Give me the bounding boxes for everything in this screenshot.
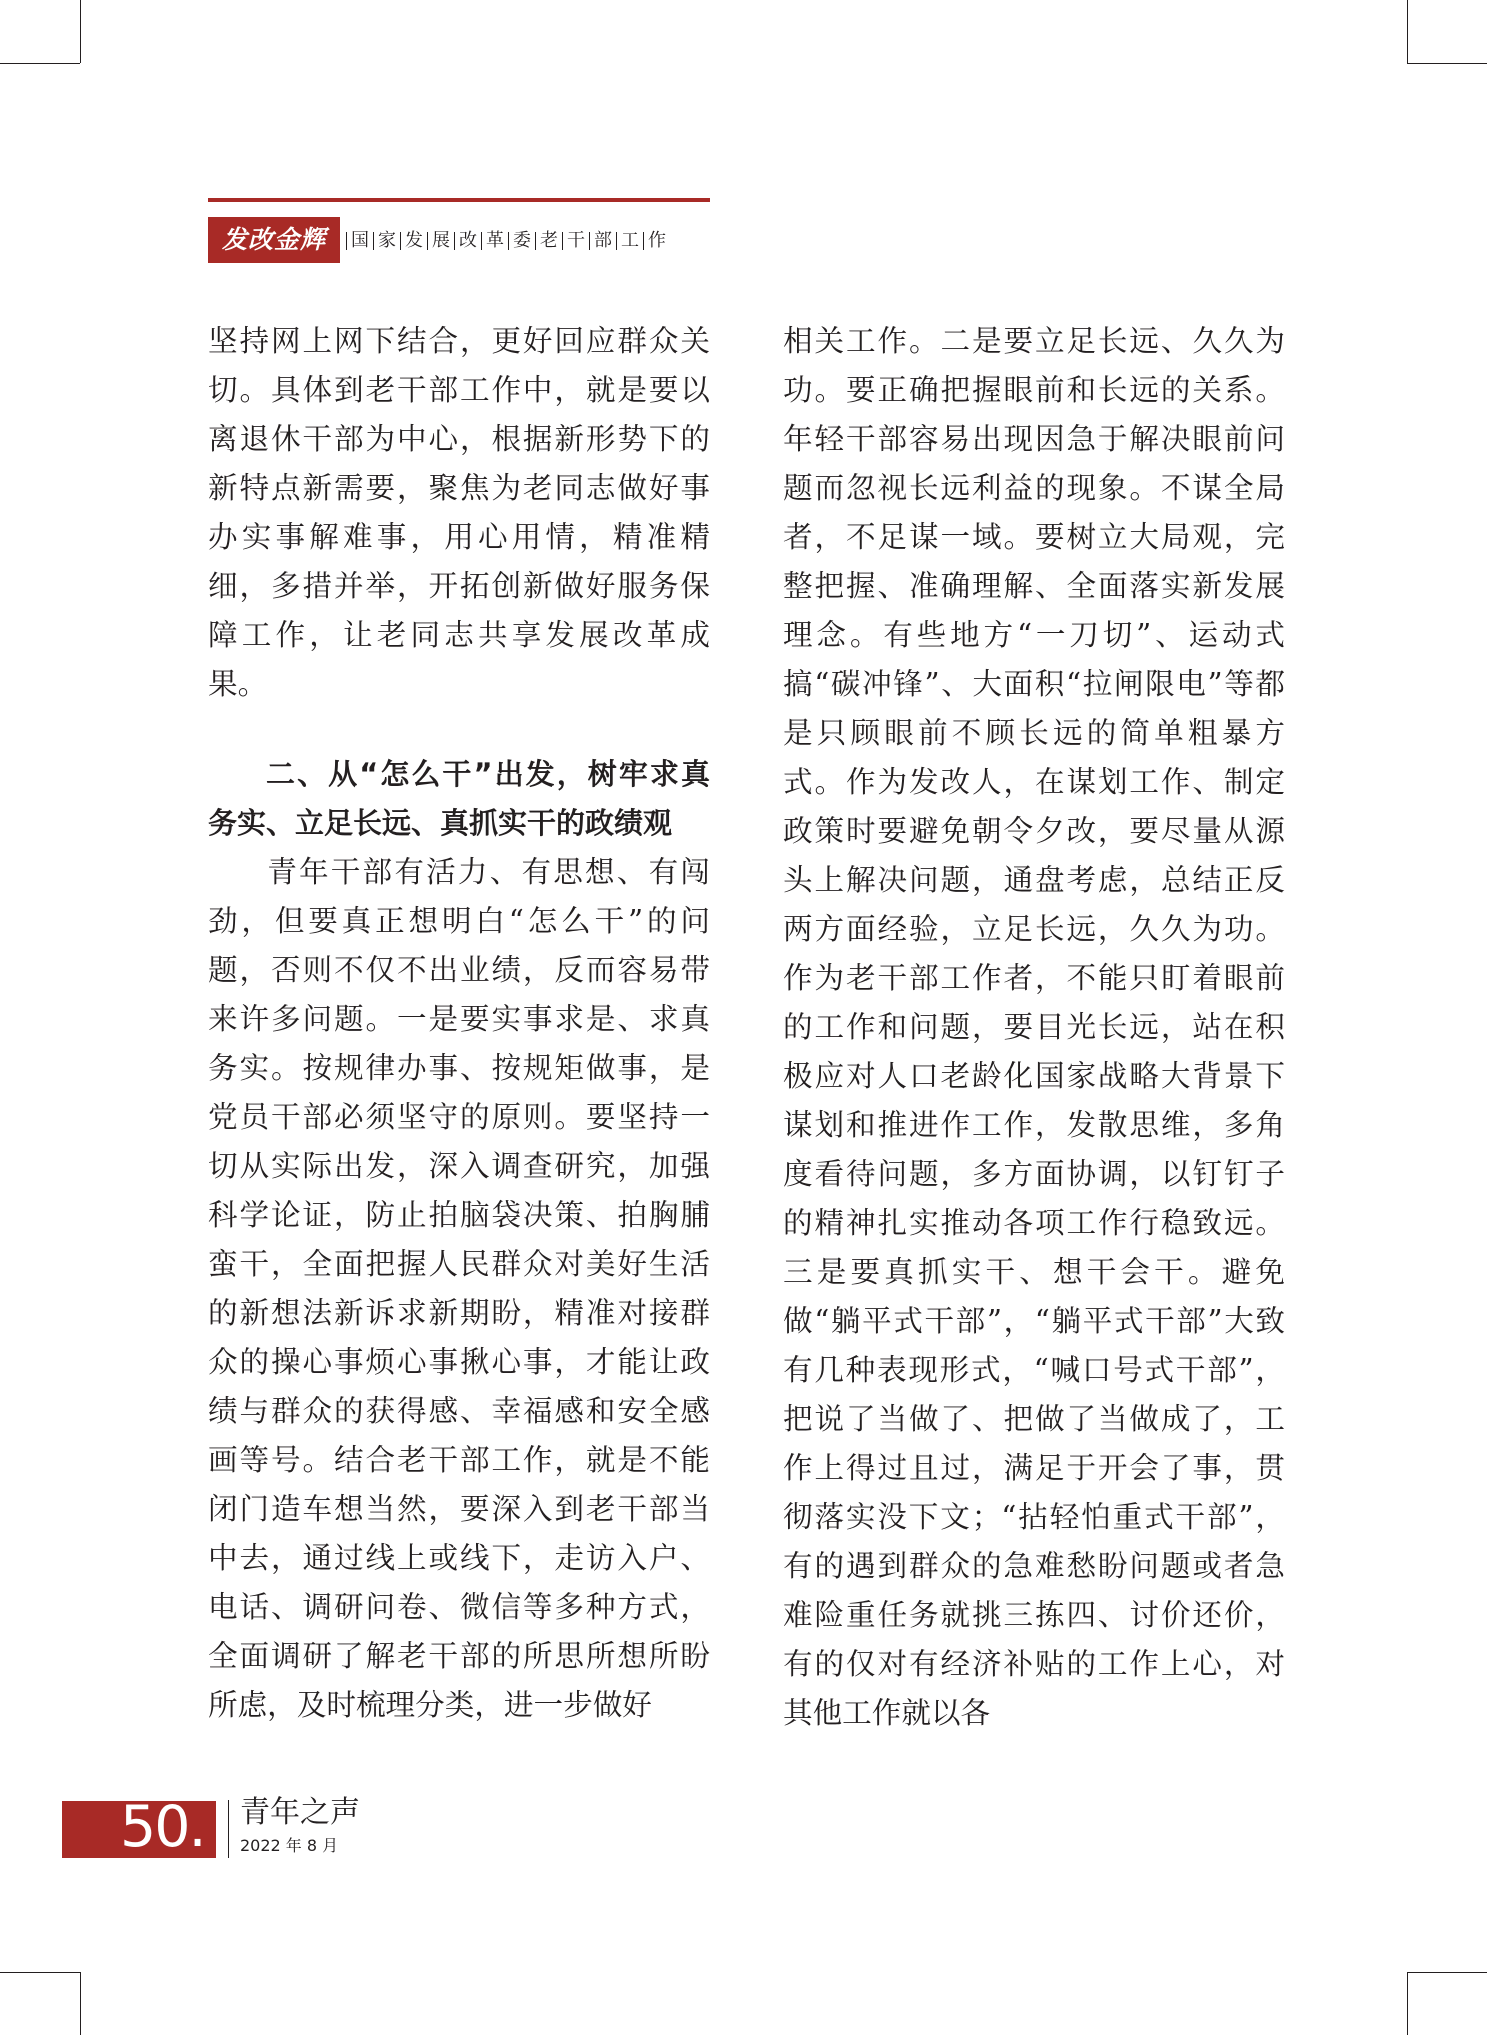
section-heading: 二、从“怎么干”出发，树牢求真务实、立足长远、真抓实干的政绩观 xyxy=(208,757,710,840)
crop-mark-top-left-vertical xyxy=(80,0,81,63)
crop-mark-top-right-horizontal xyxy=(1407,63,1487,64)
crop-mark-bottom-right-vertical xyxy=(1407,1972,1408,2035)
header-section-char: 委 xyxy=(513,230,531,251)
paragraph: 坚持网上网下结合，更好回应群众关切。具体到老干部工作中，就是要以离退休干部为中心，根据新形势下的新特点新需要，聚焦为老同志做好事办实事解难事，用心用情，精准精细，多措并举，开拓创新做好服务保障工作，让老同志共享发展改革成果。 xyxy=(208,324,710,701)
header-section-char: 国 xyxy=(351,230,369,251)
crop-mark-bottom-right-horizontal xyxy=(1407,1972,1487,1973)
header-section-char: 作 xyxy=(648,230,666,251)
header-section-char: 革 xyxy=(486,230,504,251)
header-section-title xyxy=(346,228,716,254)
issue-date: 2022 年 8 月 xyxy=(240,1836,339,1855)
header-section-char: 工 xyxy=(621,230,639,251)
magazine-title: 青年之声 xyxy=(240,1795,360,1830)
header-rule xyxy=(208,198,710,202)
header-section-char: 发 xyxy=(405,230,423,251)
header-section-char: 部 xyxy=(594,230,612,251)
crop-mark-bottom-left-horizontal xyxy=(0,1972,80,1973)
footer-divider xyxy=(228,1800,229,1858)
header-brand-logo: 发改金辉 xyxy=(208,217,340,263)
crop-mark-top-right-vertical xyxy=(1407,0,1408,63)
page-number: 50. xyxy=(120,1794,205,1860)
header-section-char: 改 xyxy=(459,230,477,251)
header-section-char: 老 xyxy=(540,230,558,251)
article-column-left xyxy=(208,317,710,1730)
header-section-char: 展 xyxy=(432,230,450,251)
header-section-char: 家 xyxy=(378,230,396,251)
crop-mark-bottom-left-vertical xyxy=(80,1972,81,2035)
paragraph: 青年干部有活力、有思想、有闯劲，但要真正想明白“怎么干”的问题，否则不仅不出业绩，反而容易带来许多问题。一是要实事求是、求真务实。按规律办事、按规矩做事，是党员干部必须坚守的原则。要坚持一切从实际出发，深入调查研究，加强科学论证，防止拍脑袋决策、拍胸脯蛮干，全面把握人民群众对美好生活的新想法新诉求新期盼，精准对接群众的操心事烦心事揪心事，才能让政绩与群众的获得感、幸福感和安全感画等号。结合老干部工作，就是不能闭门造车想当然，要深入到老干部当中去，通过线上或线下，走访入户、电话、调研问卷、微信等多种方式，全面调研了解老干部的所思所想所盼所虑，及时梳理分类，进一步做好 xyxy=(208,855,710,1722)
header-section-char: 干 xyxy=(567,230,585,251)
paragraph: 相关工作。二是要立足长远、久久为功。要正确把握眼前和长远的关系。年轻干部容易出现因急于解决眼前问题而忽视长远利益的现象。不谋全局者，不足谋一域。要树立大局观，完整把握、准确理解、全面落实新发展理念。有些地方“一刀切”、运动式搞“碳冲锋”、大面积“拉闸限电”等都是只顾眼前不顾长远的简单粗暴方式。作为发改人，在谋划工作、制定政策时要避免朝令夕改，要尽量从源头上解决问题，通盘考虑，总结正反两方面经验，立足长远，久久为功。作为老干部工作者，不能只盯着眼前的工作和问题，要目光长远，站在积极应对人口老龄化国家战略大背景下谋划和推进作工作，发散思维，多角度看待问题，多方面协调，以钉钉子的精神扎实推动各项工作行稳致远。三是要真抓实干、想干会干。避免做“躺平式干部”，“躺平式干部”大致有几种表现形式，“喊口号式干部”，把说了当做了、把做了当做成了，工作上得过且过，满足于开会了事，贯彻落实没下文；“拈轻怕重式干部”，有的遇到群众的急难愁盼问题或者急难险重任务就挑三拣四、讨价还价，有的仅对有经济补贴的工作上心，对其他工作就以各 xyxy=(783,324,1285,1730)
crop-mark-top-left-horizontal xyxy=(0,63,80,64)
article-column-right xyxy=(783,317,1285,1738)
